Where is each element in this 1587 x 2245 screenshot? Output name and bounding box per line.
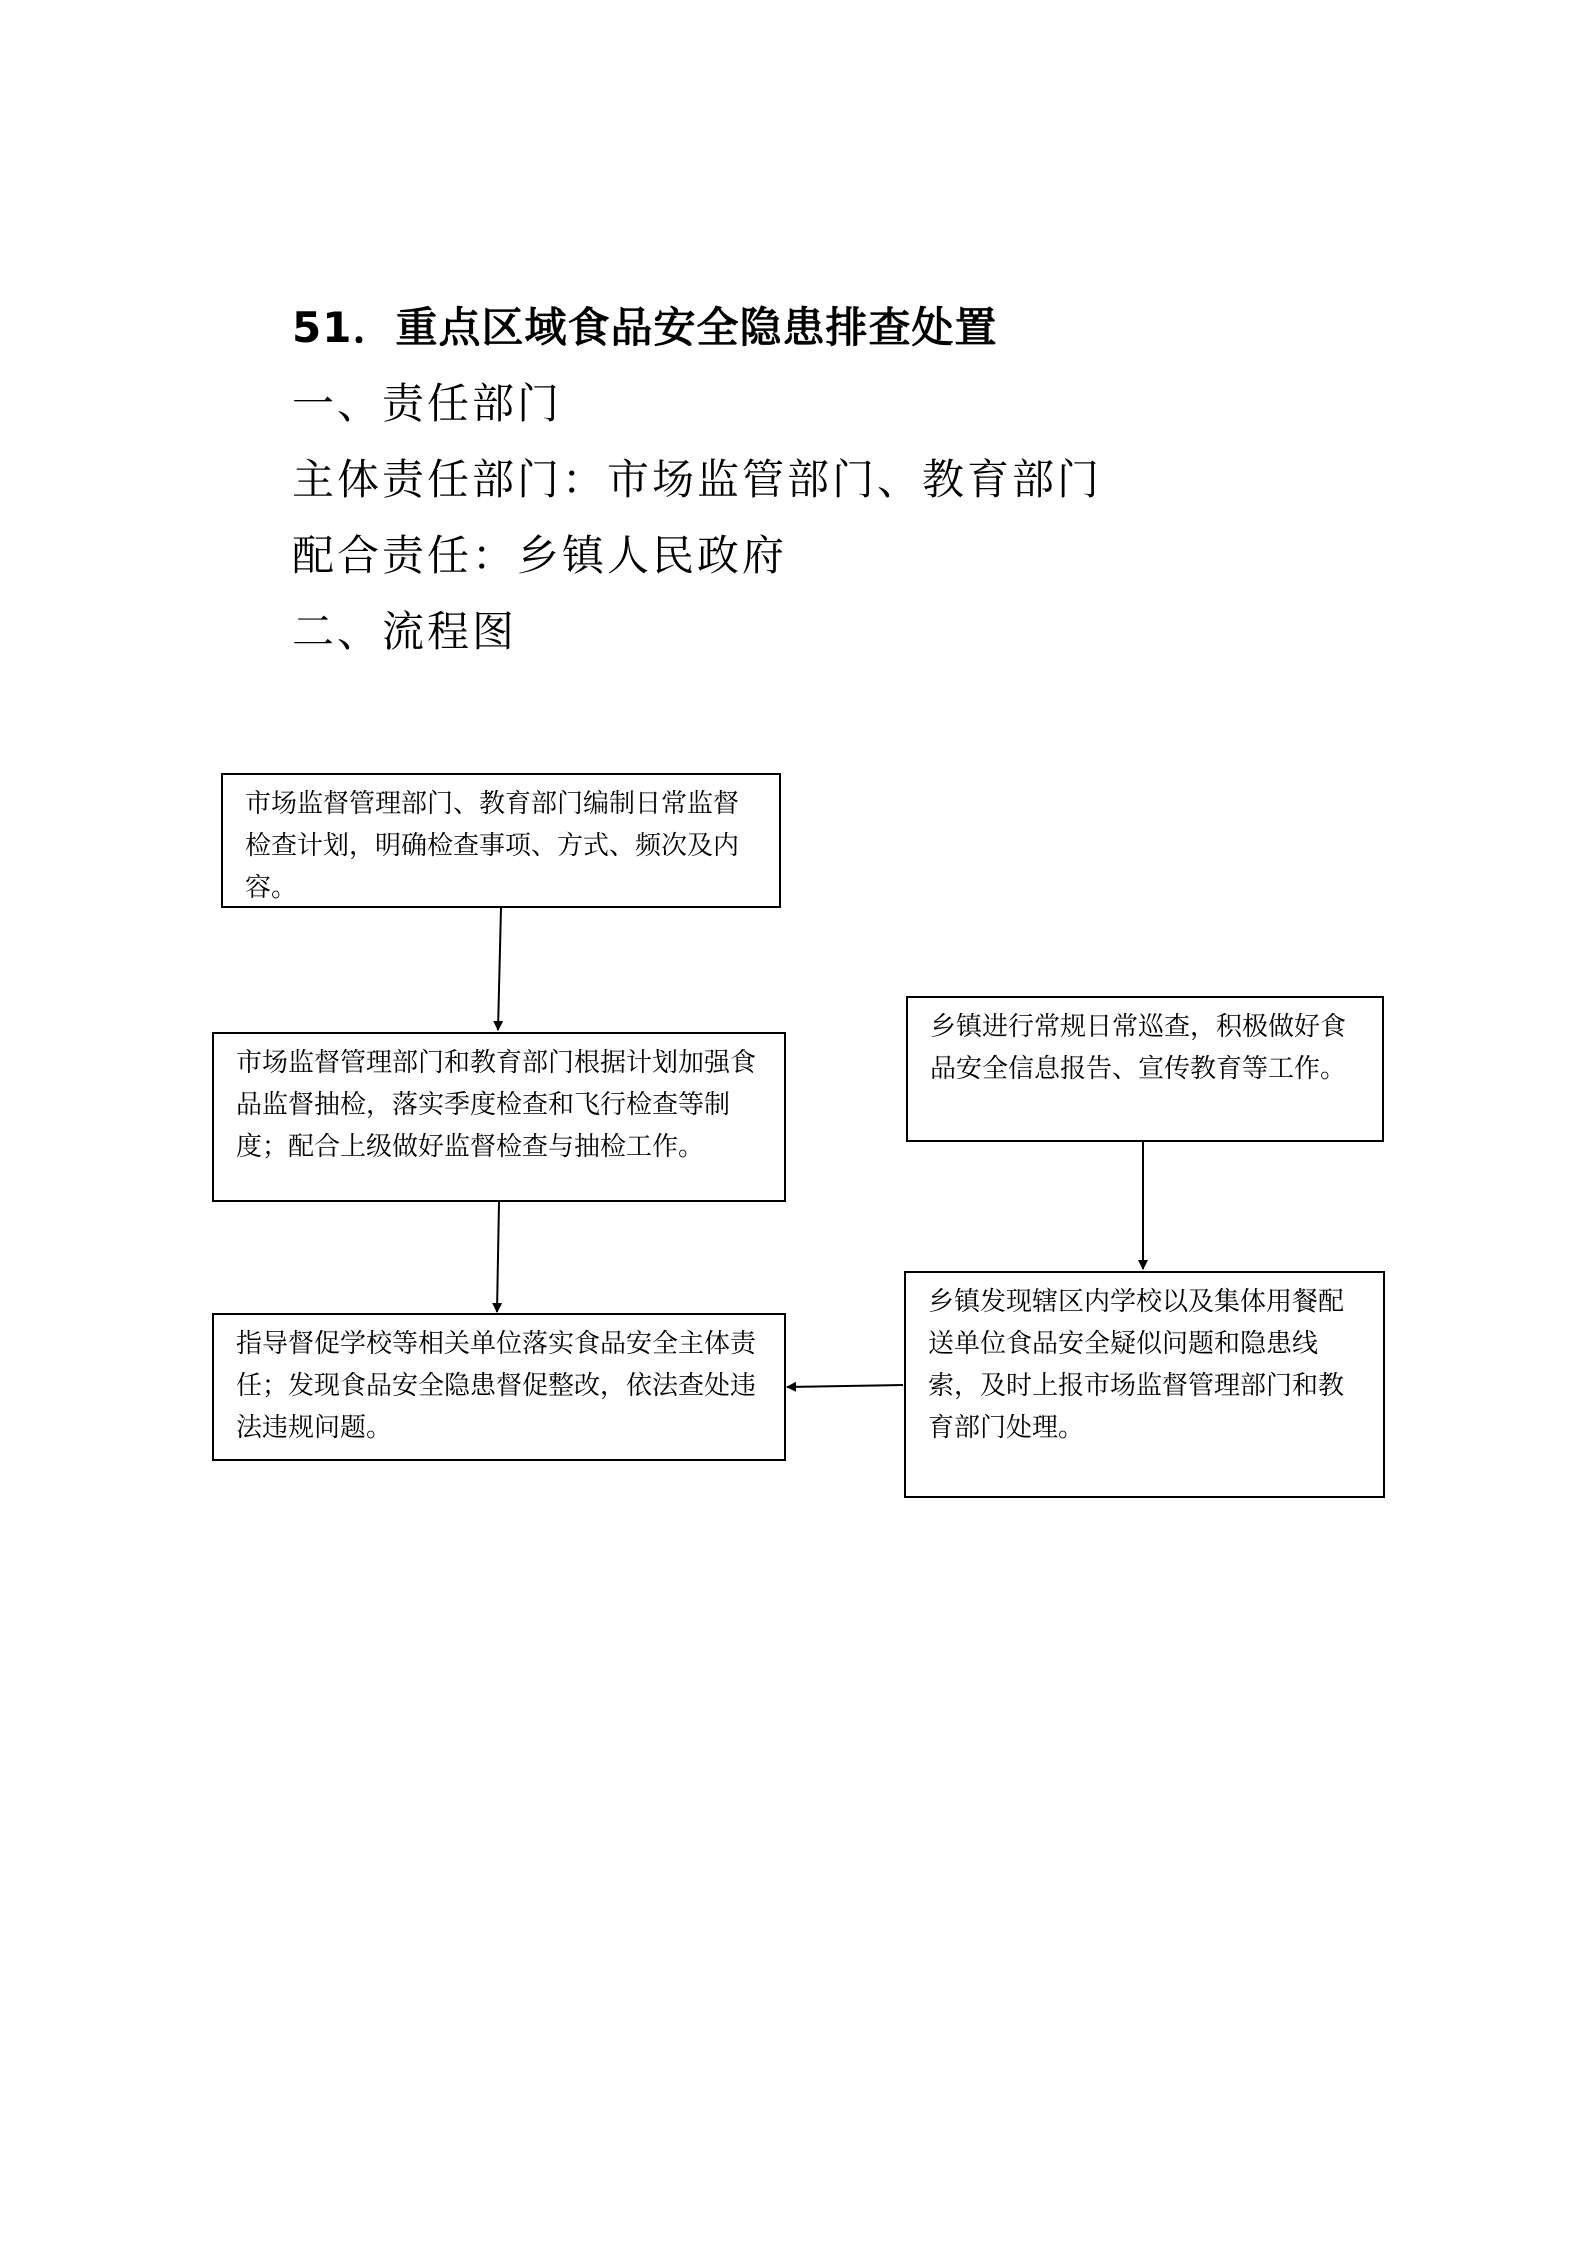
- supporting-responsible-party: 配合责任：乡镇人民政府: [292, 531, 788, 580]
- arrow-plan-to-inspect: [498, 908, 501, 1030]
- arrow-report-to-guide: [787, 1385, 903, 1387]
- section-heading-flowchart: 二、流程图: [292, 607, 518, 656]
- section-heading-responsibility: 一、责任部门: [292, 379, 563, 428]
- primary-responsible-departments: 主体责任部门：市场监管部门、教育部门: [292, 455, 1103, 504]
- arrow-inspect-to-guide: [497, 1202, 499, 1312]
- flow-box-township-report: 乡镇发现辖区内学校以及集体用餐配送单位食品安全疑似问题和隐患线索，及时上报市场监督管理部门和教育部门处理。: [904, 1271, 1385, 1498]
- flow-box-guide-and-enforce: 指导督促学校等相关单位落实食品安全主体责任；发现食品安全隐患督促整改，依法查处违法违规问题。: [212, 1313, 786, 1461]
- flow-box-inspection-plan: 市场监督管理部门、教育部门编制日常监督检查计划，明确检查事项、方式、频次及内容。: [221, 773, 781, 908]
- flow-box-township-patrol: 乡镇进行常规日常巡查，积极做好食品安全信息报告、宣传教育等工作。: [906, 996, 1384, 1142]
- document-title: 51．重点区域食品安全隐患排查处置: [292, 303, 998, 352]
- flow-box-supervision-sampling: 市场监督管理部门和教育部门根据计划加强食品监督抽检，落实季度检查和飞行检查等制度；配合上级做好监督检查与抽检工作。: [212, 1032, 786, 1202]
